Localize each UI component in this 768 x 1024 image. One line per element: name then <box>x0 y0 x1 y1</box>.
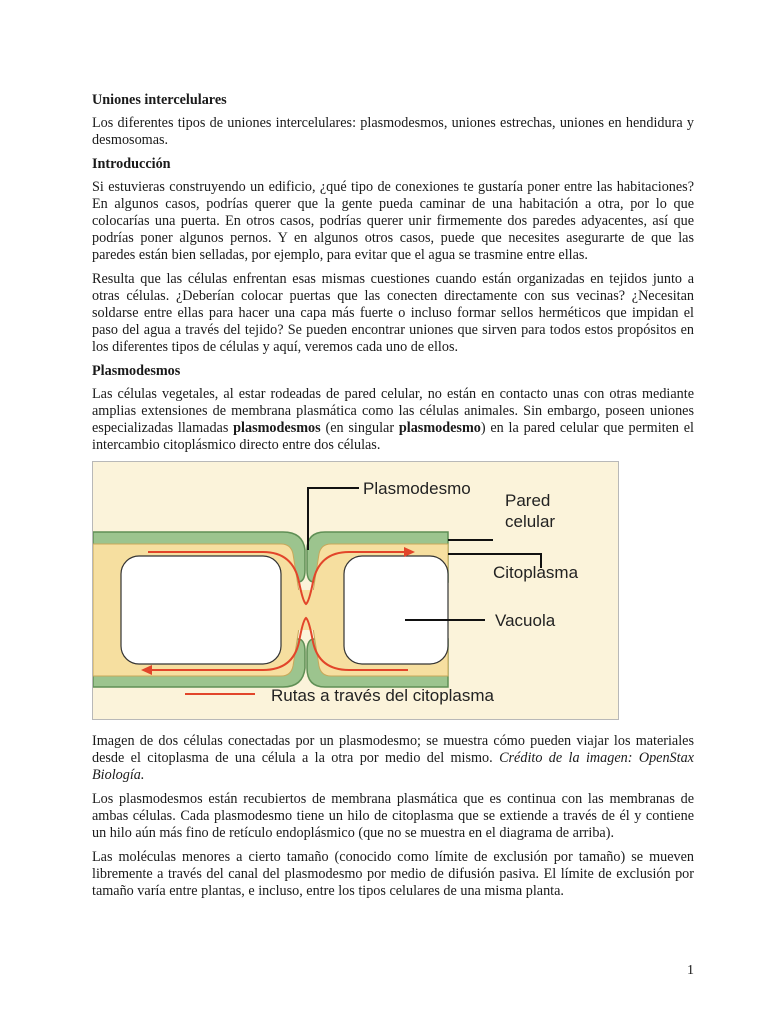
label-plasmodesmo: Plasmodesmo <box>363 479 471 498</box>
paragraph-after-2: Las moléculas menores a cierto tamaño (conocido como límite de exclusión por tamaño) se mueven libremente a través del canal del plasmodesmo por medio de difusión pasiva. El límite de exclusión por tamaño varía entre plantas, e incluso, entre los tipos celulares de una misma planta. <box>92 849 694 899</box>
document-title: Uniones intercelulares <box>92 92 227 108</box>
diagram-svg <box>93 462 618 719</box>
document-page <box>92 92 694 907</box>
page-number: 1 <box>687 963 694 978</box>
heading-introduccion: Introducción <box>92 156 171 172</box>
legend-rutas: Rutas a través del citoplasma <box>271 686 494 705</box>
caption-text: Imagen de dos células conectadas por un plasmodesmo; se muestra cómo pueden viajar los materiales desde el citoplasma de una célula a la otra por medio del mismo. <box>92 733 694 766</box>
label-vacuola: Vacuola <box>495 611 556 630</box>
paragraph-after-1: Los plasmodesmos están recubiertos de membrana plasmática que es continua con las membranas de ambas células. Cada plasmodesmo tiene un hilo de citoplasma que se extiende a través de él y contiene un hilo aún más fino de retículo endoplásmico (que no se muestra en el diagrama de arriba). <box>92 791 694 841</box>
intro-paragraph: Los diferentes tipos de uniones intercelulares: plasmodesmos, uniones estrechas, uniones en hendidura y desmosomas. <box>92 115 694 148</box>
plasmodesm-diagram <box>92 461 619 720</box>
vacuole-right <box>344 556 448 664</box>
label-pared: Pared <box>505 491 551 510</box>
text-segment: ) en la pared celular que permiten el intercambio citoplásmico directo entre dos células. <box>92 420 695 453</box>
term-plasmodesmo: plasmodesmo <box>398 420 481 436</box>
label-celular: celular <box>505 512 556 531</box>
paragraph-plasmodesmos <box>92 386 694 454</box>
paragraph-intro-1: Si estuvieras construyendo un edificio, ¿qué tipo de conexiones te gustaría poner entre las habitaciones? En algunos casos, podrías querer que la gente pueda caminar de una habitación a otra, por lo que colocarías una puerta. En otros casos, podrías querer unir firmemente dos paredes adyacentes, así que podrías poner algunos pernos. Y en algunos otros casos, puede que necesites asegurarte de que las paredes están bien selladas, por ejemplo, para evitar que el agua se trasmine entre ellas. <box>92 179 694 263</box>
text-segment: Las células vegetales, al estar rodeadas de pared celular, no están en contacto unas con otras mediante amplias extensiones de membrana plasmática como las células animales. Sin embargo, poseen uniones especializadas llamadas <box>92 386 694 436</box>
paragraph-intro-2: Resulta que las células enfrentan esas mismas cuestiones cuando están organizadas en tejidos junto a otras células. ¿Deberían colocar puertas que las conecten directamente con sus vecinas? ¿Necesitan soldarse entre ellas para hacer una capa más fuerte o incluso formar sellos herméticos que impidan el paso del agua a través del tejido? Se pueden encontrar uniones que sirven para todos estos propósitos en los diferentes tipos de células y aquí, veremos cada uno de ellos. <box>92 271 694 355</box>
heading-plasmodesmos: Plasmodesmos <box>92 363 181 379</box>
caption-credit: Crédito de la imagen: OpenStax Biología. <box>92 750 694 783</box>
text-segment: (en singular <box>320 420 399 436</box>
plasmodesm-channel <box>297 590 315 630</box>
figure-caption <box>92 733 694 784</box>
label-citoplasma: Citoplasma <box>493 563 579 582</box>
term-plasmodesmos: plasmodesmos <box>233 420 321 436</box>
vacuole-left <box>121 556 281 664</box>
